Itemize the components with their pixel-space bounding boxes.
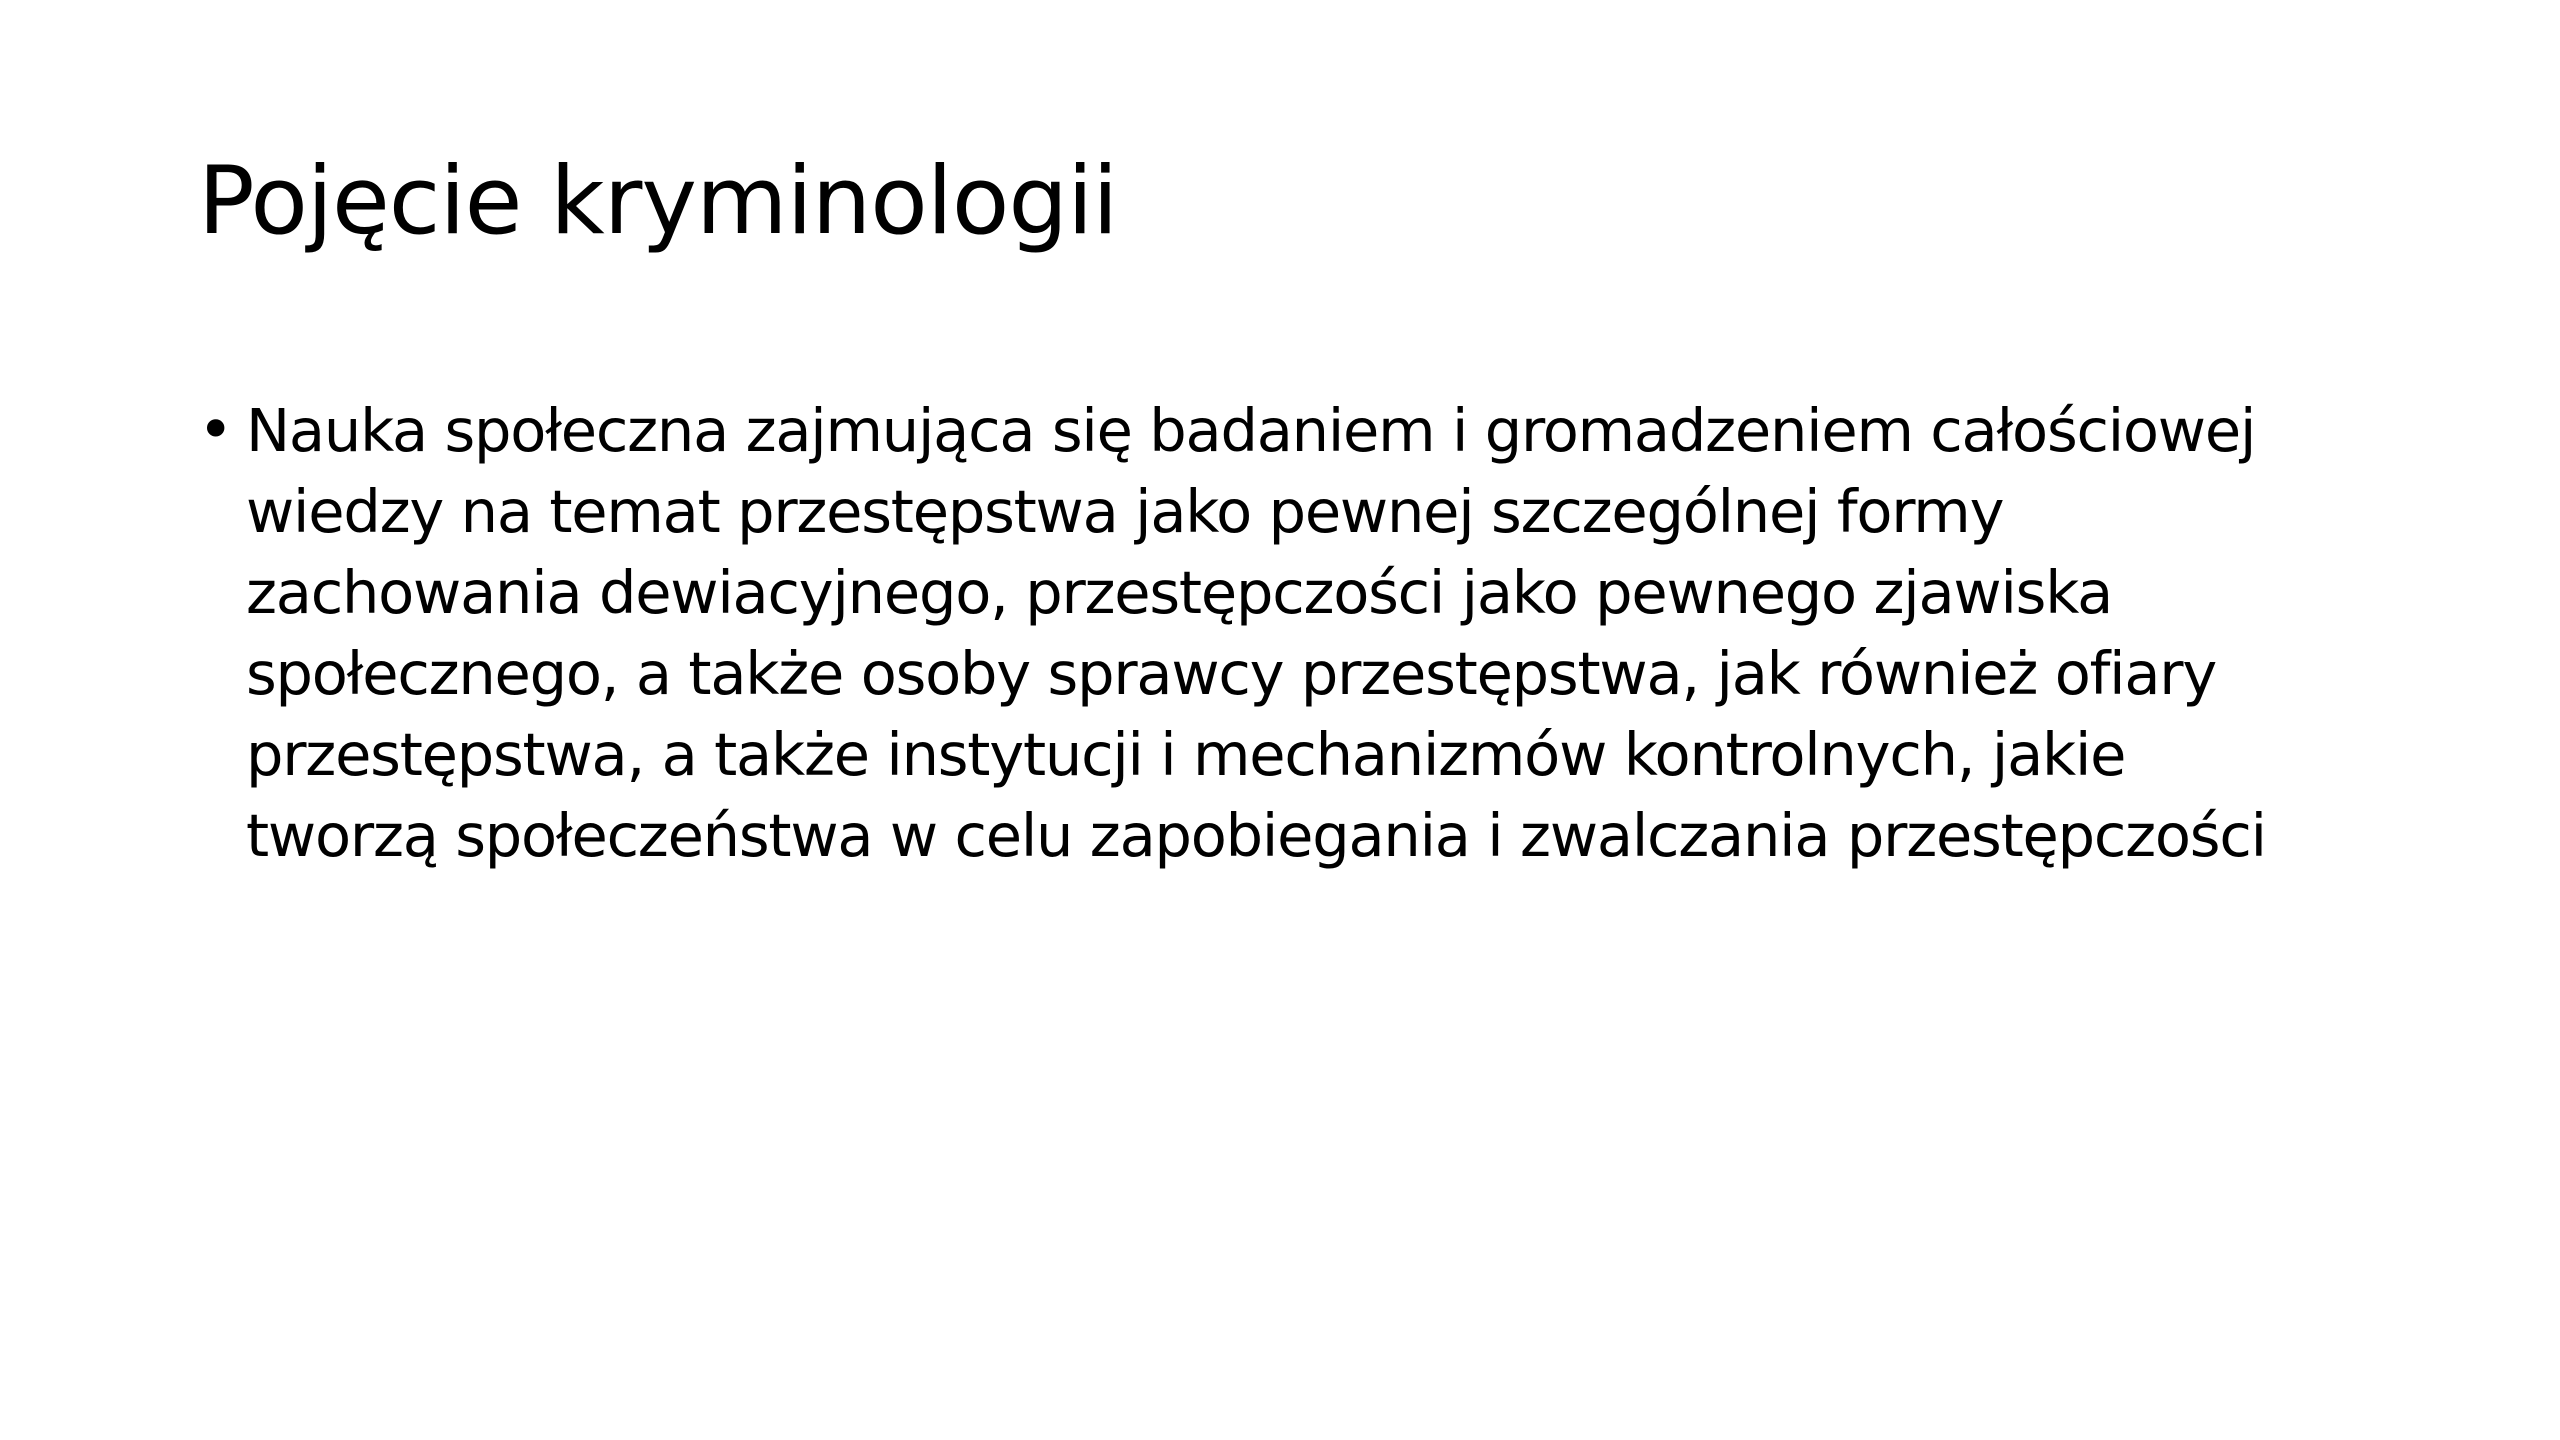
bullet-line: przestępstwa, a także instytucji i mechanizmów kontrolnych, jakie [246,720,2126,789]
bullet-dot-icon: • [198,395,234,465]
bullet-list [198,390,2418,876]
bullet-line: wiedzy na temat przestępstwa jako pewnej szczególnej formy [246,477,2004,546]
bullet-line: społecznego, a także osoby sprawcy przestępstwa, jak również ofiary [246,639,2217,708]
bullet-line: Nauka społeczna zajmująca się badaniem i gromadzeniem całościowej [246,396,2256,465]
slide-title: Pojęcie kryminologii [198,147,1118,256]
bullet-text [246,390,2418,876]
bullet-line: tworzą społeczeństwa w celu zapobiegania i zwalczania przestępczości [246,801,2266,870]
bullet-item [198,390,2418,876]
bullet-line: zachowania dewiacyjnego, przestępczości jako pewnego zjawiska [246,558,2113,627]
